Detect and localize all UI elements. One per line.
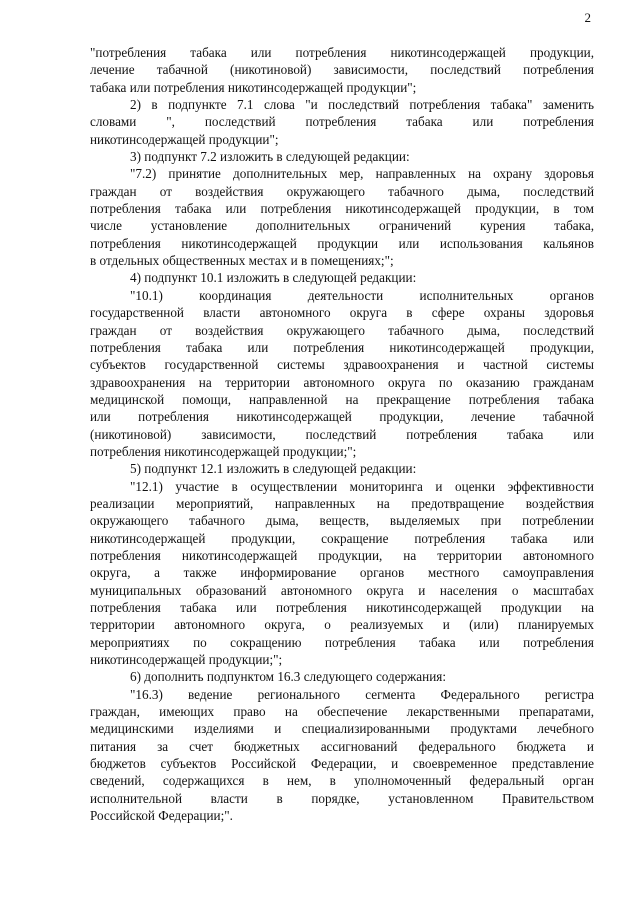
text-line: лечение табачной (никотиновой) зависимости, последствий потребления <box>90 62 594 78</box>
page-number: 2 <box>584 10 591 25</box>
text-line: территории автономного округа, о реализуемых и (или) планируемых <box>90 617 594 633</box>
text-line: "потребления табака или потребления никотинсодержащей продукции, <box>90 45 594 60</box>
text-line: никотинсодержащей продукции"; <box>90 131 279 147</box>
text-line: питания за счет бюджетных ассигнований федерального бюджета и <box>90 738 594 754</box>
text-line: окружающего табачного дыма, веществ, выделяемых при потреблении <box>90 513 594 529</box>
text-line: (никотиновой) зависимости, последствий потребления табака или <box>90 426 594 442</box>
text-line: субъектов государственной системы здравоохранения и частной системы <box>90 357 594 373</box>
text-line: потребления никотинсодержащей продукции, на территории автономного <box>90 547 594 563</box>
text-line: никотинсодержащей продукции;"; <box>90 652 283 668</box>
text-line: "10.1) координация деятельности исполнительных органов <box>130 287 594 303</box>
text-line: граждан, имеющих право на обеспечение лекарственными препаратами, <box>90 704 594 720</box>
text-line: исполнительной власти в порядке, установленном Правительством <box>90 790 594 806</box>
text-line: "16.3) ведение регионального сегмента Федерального регистра <box>130 686 594 702</box>
text-line: округа, а также информирование органов местного самоуправления <box>90 565 594 581</box>
text-line: медицинской помощи, направленной на прекращение потребления табака <box>90 391 594 407</box>
text-line: или потребления никотинсодержащей продукции, лечение табачной <box>90 409 594 425</box>
text-line: сведений, содержащихся в нем, в уполномоченный федеральный орган <box>90 773 594 789</box>
text-line: Российской Федерации;". <box>90 808 233 824</box>
text-line: реализации мероприятий, направленных на предотвращение воздействия <box>90 495 594 511</box>
text-line: потребления никотинсодержащей продукции;"; <box>90 443 357 459</box>
text-line: словами ", последствий потребления табака или потребления <box>90 114 594 130</box>
text-line: 4) подпункт 10.1 изложить в следующей редакции: <box>130 270 417 286</box>
text-line: граждан от воздействия окружающего табачного дыма, последствий <box>90 183 594 199</box>
text-line: табака или потребления никотинсодержащей продукции"; <box>90 79 417 95</box>
text-line: здравоохранения на территории автономного округа по оказанию гражданам <box>90 374 594 390</box>
text-line: бюджетов субъектов Российской Федерации, и своевременное представление <box>90 756 594 772</box>
text-line: потребления никотинсодержащей продукции или использования кальянов <box>90 235 594 251</box>
text-line: 2) в подпункте 7.1 слова "и последствий потребления табака" заменить <box>130 97 594 113</box>
text-line: государственной власти автономного округа в сфере охраны здоровья <box>90 305 594 321</box>
text-line: мероприятиях по сокращению потребления табака или потребления <box>90 634 594 650</box>
text-line: "7.2) принятие дополнительных мер, направленных на охрану здоровья <box>130 166 594 182</box>
text-line: числе установление дополнительных ограничений курения табака, <box>90 218 594 234</box>
text-line: потребления табака или потребления никотинсодержащей продукции, <box>90 339 594 355</box>
text-line: "12.1) участие в осуществлении мониторинга и оценки эффективности <box>130 478 594 494</box>
text-line: никотинсодержащей продукции, сокращение потребления табака или <box>90 530 594 546</box>
text-line: медицинскими изделиями и специализированными продуктами лечебного <box>90 721 594 737</box>
text-line: 6) дополнить подпунктом 16.3 следующего содержания: <box>130 669 446 685</box>
document-body <box>90 44 594 824</box>
text-line: в отдельных общественных местах и в помещениях;"; <box>90 253 394 269</box>
text-line: граждан от воздействия окружающего табачного дыма, последствий <box>90 322 594 338</box>
text-line: муниципальных образований автономного округа и населения о масштабах <box>90 582 594 598</box>
text-line: потребления табака или потребления никотинсодержащей продукции на <box>90 600 594 615</box>
text-line: потребления табака или потребления никотинсодержащей продукции, в том <box>90 201 594 217</box>
text-line: 5) подпункт 12.1 изложить в следующей редакции: <box>130 461 417 477</box>
text-line: 3) подпункт 7.2 изложить в следующей редакции: <box>130 149 410 165</box>
